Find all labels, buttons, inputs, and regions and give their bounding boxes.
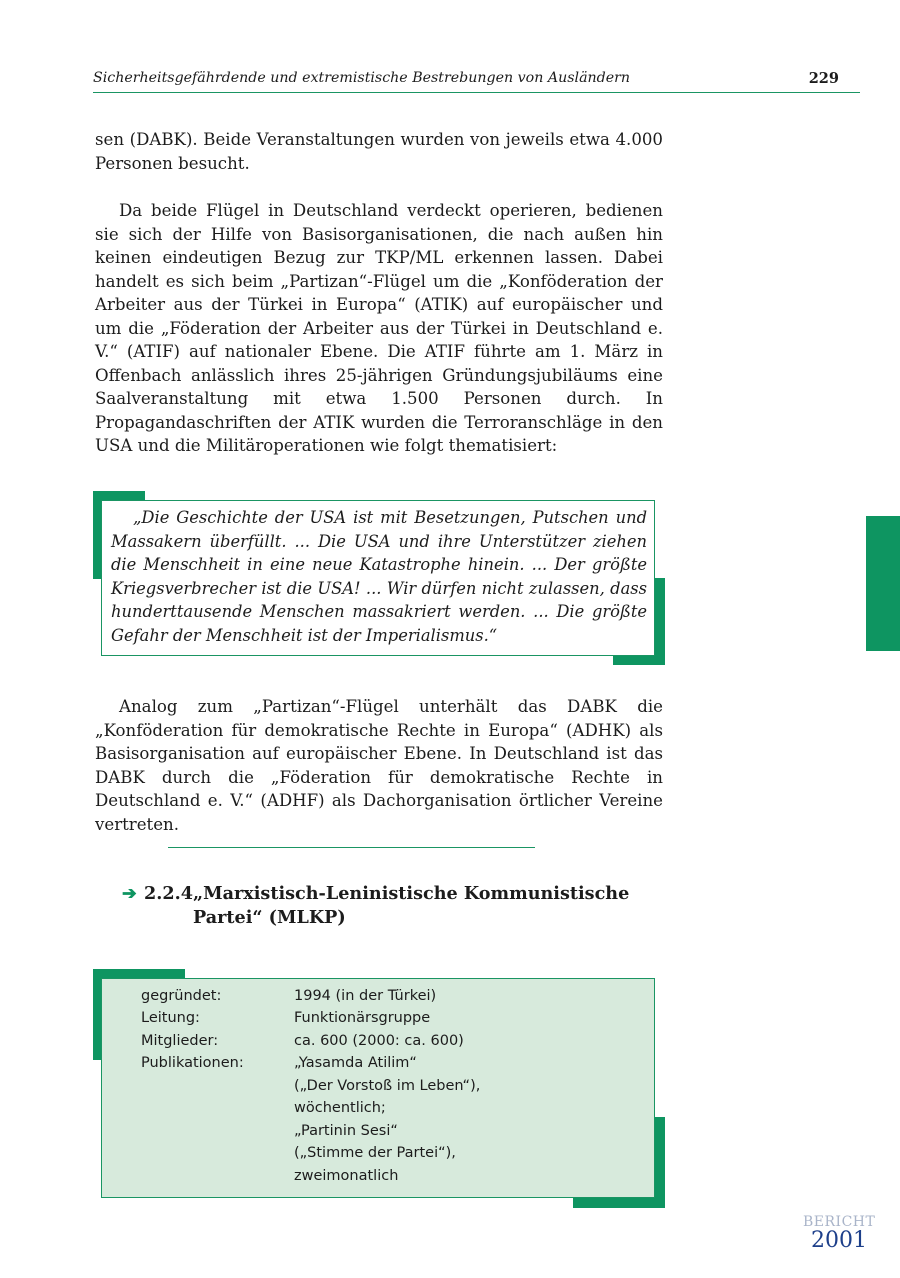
header-title: Sicherheitsgefährdende und extremistische Bestrebungen von Ausländern [93, 70, 631, 86]
info-corner-left [93, 969, 101, 1060]
page-number: 229 [808, 70, 839, 87]
info-corner-top [93, 969, 185, 978]
publication-line: „Yasamda Atilim“ [294, 1055, 417, 1071]
members-label: Mitglieder: [141, 1033, 219, 1049]
report-year: 2001 [811, 1228, 867, 1253]
info-corner-bottom [573, 1198, 665, 1208]
running-header [93, 68, 860, 93]
section-divider [168, 847, 535, 848]
publication-line: zweimonatlich [294, 1168, 399, 1184]
paragraph-3: Analog zum „Partizan“-Flügel unterhält das DABK die „Konföderation für demokratische Rechte in Europa“ (ADHK) als Basisorganisation auf europäischer Ebene. In Deutschland ist das DABK durch die „Föderation für demokratische Rechte in Deutschland e. V.“ (ADHF) als Dachorganisation örtlicher Vereine vertreten. [95, 697, 663, 834]
leadership-label: Leitung: [141, 1010, 200, 1026]
founded-label: gegründet: [141, 988, 222, 1004]
report-word: BERICHT [803, 1214, 876, 1230]
quote-corner-right [655, 578, 665, 665]
chapter-side-tab [866, 516, 900, 651]
members-value: ca. 600 (2000: ca. 600) [294, 1033, 464, 1049]
founded-value: 1994 (in der Türkei) [294, 988, 437, 1004]
paragraph-1: sen (DABK). Beide Veranstaltungen wurden von jeweils etwa 4.000 Personen besucht. [95, 130, 663, 173]
leadership-value: Funktionärsgruppe [294, 1010, 431, 1026]
section-title: „Marxistisch-Leninistische Kommunistische Partei“ (MLKP) [193, 883, 630, 928]
info-corner-right [655, 1117, 665, 1208]
report-logo [803, 1214, 875, 1252]
paragraph-2: Da beide Flügel in Deutschland verdeckt operieren, bedienen sie sich der Hilfe von Basisorganisationen, die nach außen hin keinen eindeutigen Bezug zur TKP/ML erkennen lassen. Dabei handelt es sich beim „Partizan“-Flügel um die „Konföderation der Arbeiter aus der Türkei in Europa“ (ATIK) auf europäischer und um die „Föderation der Arbeiter aus der Türkei in Deutschland e. V.“ (ATIF) auf nationaler Ebene. Die ATIF führte am 1. März in Offenbach anlässlich ihres 25-jährigen Gründungsjubiläums eine Saalveranstaltung mit etwa 1.500 Personen durch. In Propagandaschriften der ATIK wurden die Terroranschläge in den USA und die Militäroperationen wie folgt thematisiert: [95, 201, 663, 455]
quote-corner-left [93, 491, 101, 579]
quote-corner-bottom [613, 656, 665, 665]
publications-label: Publikationen: [141, 1055, 244, 1071]
publication-line: wöchentlich; [294, 1100, 386, 1116]
publication-line: („Stimme der Partei“), [294, 1145, 456, 1161]
quote-text: „Die Geschichte der USA ist mit Besetzungen, Putschen und Massakern überfüllt. ... Die USA und ihre Unterstützer ziehen die Menschheit in eine neue Katastrophe hinein. ... Der größte Kriegsverbrecher ist die USA! ... Wir dürfen nicht zulassen, dass hunderttausende Menschen massakriert werden. ... Die größte Gefahr der Menschheit ist der Imperialismus.“ [111, 508, 647, 645]
arrow-right-icon: ➔ [122, 883, 137, 904]
publication-line: („Der Vorstoß im Leben“), [294, 1078, 481, 1094]
section-number: 2.2.4 [144, 883, 193, 904]
publication-line: „Partinin Sesi“ [294, 1123, 398, 1139]
